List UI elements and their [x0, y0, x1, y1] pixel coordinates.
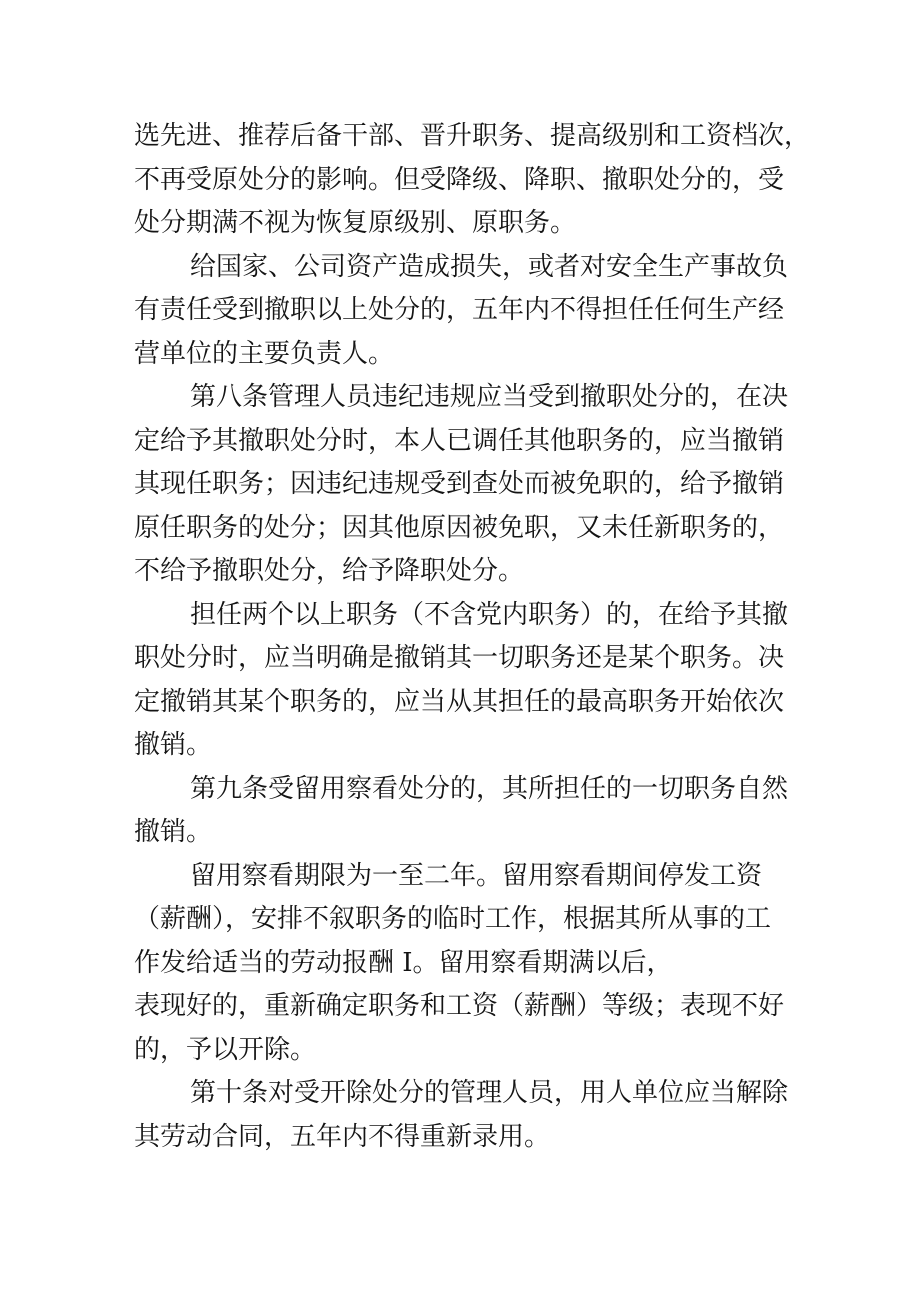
- text-line: 作发给适当的劳动报酬 I。留用察看期满以后，: [134, 947, 673, 978]
- text-line: 不再受原处分的影响。但受降级、降职、撤职处分的，受: [134, 164, 785, 195]
- text-line: 表现好的，重新确定职务和工资（薪酬）等级；表现不好: [134, 991, 785, 1021]
- text-line: 不给予撤职处分，给予降职处分。: [134, 556, 525, 586]
- text-line: 其现任职务；因违纪违规受到查处而被免职的，给予撤销: [134, 469, 785, 499]
- text-line: 的，予以开除。: [134, 1034, 317, 1065]
- text-line: 有责任受到撤职以上处分的，五年内不得担任任何生产经: [134, 295, 785, 325]
- paragraph-start-line: 担任两个以上职务（不含党内职务）的，在给予其撤: [190, 599, 789, 630]
- text-line: 职处分时，应当明确是撤销其一切职务还是某个职务。决: [134, 643, 785, 673]
- article-8-start-line: 第八条管理人员违纪违规应当受到撤职处分的，在决: [190, 382, 789, 412]
- article-10-start-line: 第十条对受开除处分的管理人员，用人单位应当解除: [190, 1078, 789, 1108]
- text-line: 营单位的主要负责人。: [134, 338, 395, 369]
- text-line: （薪酬），安排不叙职务的临时工作，根据其所从事的工: [134, 904, 772, 934]
- paragraph-start-line: 给国家、公司资产造成损失，或者对安全生产事故负: [190, 251, 789, 282]
- text-line: 定撤销其某个职务的，应当从其担任的最高职务开始依次: [134, 686, 785, 717]
- paragraph-start-line: 留用察看期限为一至二年。留用察看期间停发工资: [190, 860, 763, 891]
- text-line: 选先进、推荐后备干部、晋升职务、提高级别和工资档次，: [134, 121, 811, 151]
- document-body: [134, 115, 811, 1159]
- text-line: 定给予其撤职处分时，本人已调任其他职务的，应当撤销: [134, 425, 785, 456]
- text-line: 处分期满不视为恢复原级别、原职务。: [134, 208, 577, 238]
- text-line: 撤销。: [134, 730, 213, 760]
- article-9-start-line: 第九条受留用察看处分的，其所担任的一切职务自然: [190, 773, 789, 804]
- text-line: 撤销。: [134, 817, 213, 847]
- text-line: 其劳动合同，五年内不得重新录用。: [134, 1121, 551, 1152]
- text-line: 原任职务的处分；因其他原因被免职，又未任新职务的，: [134, 512, 785, 543]
